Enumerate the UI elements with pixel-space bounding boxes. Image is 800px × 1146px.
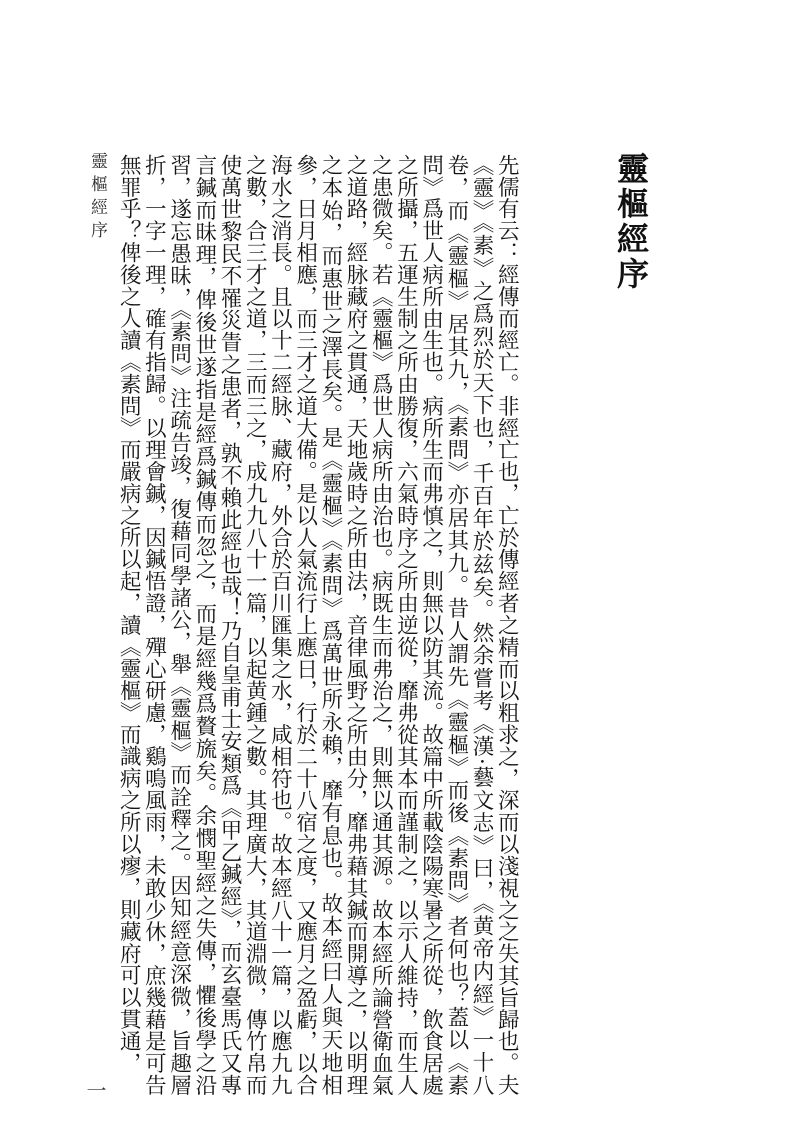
- body-text-block: [116, 154, 519, 1096]
- preface-paragraph: 先儒有云：經傳而經亡。非經亡也，亡於傳經者之精而以粗求之，深而以淺視之之失其旨歸也。夫《靈》《素》之爲烈於天下也，千百年於兹矣。然余嘗考《漢·藝文志》曰，《黄帝内經》一十八卷，而《靈樞》居其九，《素問》亦居其九。昔人謂先《靈樞》而後《素問》者何也？蓋以《素問》爲世人病所由生也。病所生而弗慎之，則無以防其流。故篇中所載陰陽寒暑之所從，飲食居處之所攝，五運生制之所由勝復，六氣時序之所由逆從，靡弗從其本而謹制之，以示人維持，而生人之患微矣。若《靈樞》爲世人病所由治也。病既生而弗治之，則無以通其源。故本經所論營衛血氣之道路，經脉藏府之貫通，天地歲時之所由法，音律風野之所由分，靡弗藉其鍼而開導之，以明理之本始，而惠世之澤長矣。是《靈樞》《素問》爲萬世所永賴，靡有息也。故本經曰人與天地相參，日月相應，而三才之道大備。是以人氣流行上應日，行於二十八宿之度，又應月之盈虧，以合海水之消長。且以十二經脉、藏府，外合於百川匯集之水，咸相符也。故本經八十一篇，以應九九之數，合三才之道，三而三之，成九九八十一篇，以起黄鍾之數。其理廣大，其道淵微，傳竹帛而使萬世黎民不罹災眚之患者，孰不賴此經也哉！乃自皇甫士安類爲《甲乙鍼經》，而玄臺馬氏又專言鍼而昧理，俾後世遂指是經爲鍼傳而忽之，而是經幾爲贅旒矣。余憫聖經之失傳，懼後學之沿習，遂忘愚昧，《素問》注疏告竣，復藉同學諸公，舉《靈樞》而詮釋之。因知經意深微，旨趣層折，一字一理，確有指歸。以理會鍼，因鍼悟證，殫心研慮，鷄鳴風雨，未敢少休，庶幾藉是可告無罪乎？俾後之人讀《素問》而嚴病之所以起，讀《靈樞》而識病之所以瘳，則藏府可以貫通，: [116, 154, 520, 1096]
- page-number: 一: [83, 1080, 107, 1100]
- document-title: 靈樞經序: [612, 152, 650, 292]
- running-header-title: 靈樞經序: [87, 152, 107, 244]
